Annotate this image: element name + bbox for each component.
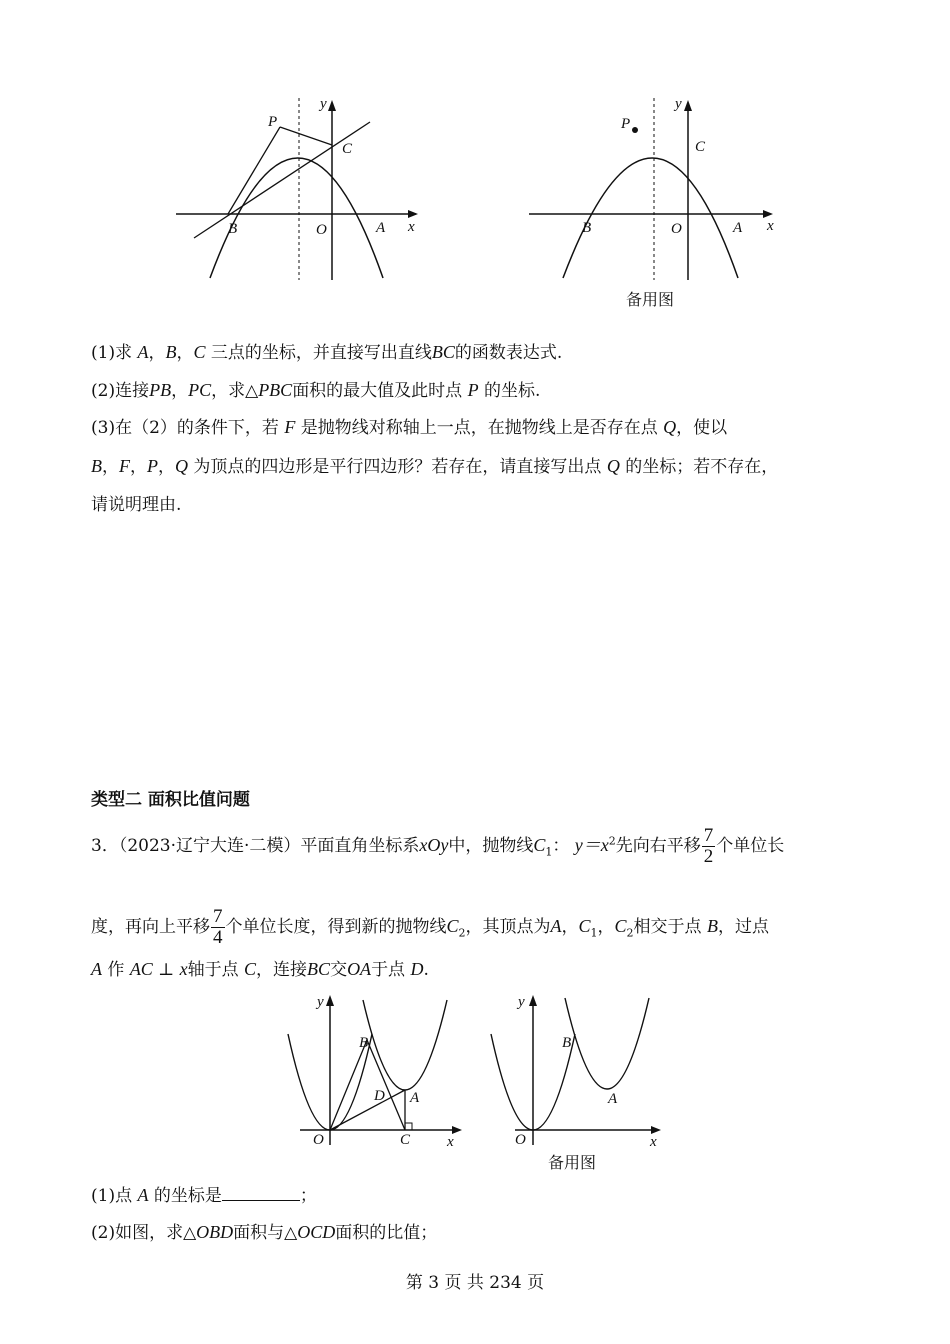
fraction-7-4: $\frac{7}{4}$	[213, 906, 223, 948]
p2-q3-line3: 请说明理由.	[91, 495, 182, 515]
p2-q3-line1: (3)在（2）的条件下，若 F 是抛物线对称轴上一点，在抛物线上是否存在点 Q，使以	[91, 417, 728, 438]
figure-caption-p3: 备用图	[548, 1153, 597, 1172]
figure-p3-right	[485, 990, 675, 1150]
label-P: P	[268, 114, 278, 130]
label-C: C	[695, 139, 706, 155]
label-P: P	[621, 116, 631, 132]
label-O: O	[515, 1132, 526, 1148]
figure-top-left	[170, 90, 430, 290]
p2-q1: (1)求 A，B，C 三点的坐标，并直接写出直线BC的函数表达式.	[91, 342, 563, 363]
p3-q2: (2)如图，求△OBD面积与△OCD面积的比值；	[91, 1222, 438, 1243]
label-y: y	[317, 994, 324, 1010]
label-B: B	[228, 221, 238, 237]
fraction-7-2: $\frac{7}{2}$	[703, 825, 714, 867]
label-D: D	[374, 1088, 385, 1104]
label-A: A	[733, 220, 743, 236]
label-O: O	[313, 1132, 324, 1148]
label-x: x	[408, 219, 415, 235]
label-x: x	[767, 218, 774, 234]
p3-line1: 3．（2023·辽宁大连·二模）平面直角坐标系xOy中，抛物线$C_1$： $y=x^2$先向右平移 $\frac{7}{2}$ 个单位长	[91, 825, 785, 867]
label-C: C	[400, 1132, 411, 1148]
label-x: x	[650, 1134, 657, 1150]
p2-q2: (2)连接PB，PC，求△PBC面积的最大值及此时点 P 的坐标.	[91, 380, 541, 401]
label-A: A	[410, 1090, 420, 1106]
answer-blank[interactable]	[222, 1184, 300, 1201]
p3-line3: A 作 AC ⊥ x轴于点 C，连接BC交OA于点 D.	[91, 959, 429, 980]
label-O: O	[671, 221, 682, 237]
label-y: y	[320, 96, 327, 112]
label-C: C	[342, 141, 353, 157]
label-B: B	[359, 1035, 369, 1051]
label-A: A	[376, 220, 386, 236]
page-footer: 第 3 页 共 234 页	[405, 1273, 545, 1293]
label-O: O	[316, 222, 327, 238]
label-y: y	[518, 994, 525, 1010]
label-B: B	[582, 220, 592, 236]
p3-q1: (1)点 A 的坐标是 ；	[91, 1185, 317, 1206]
p3-line2: 度，再向上平移 $\frac{7}{4}$ 个单位长度，得到新的抛物线$C_2$，其顶点为A，$C_1$，$C_2$相交于点 B，过点	[91, 906, 769, 948]
label-A: A	[608, 1091, 618, 1107]
label-y: y	[675, 96, 682, 112]
figure-p3-left	[280, 990, 470, 1150]
figure-caption-top: 备用图	[626, 290, 675, 309]
section-heading: 类型二 面积比值问题	[91, 790, 250, 810]
figure-top-right	[525, 90, 785, 290]
label-B: B	[562, 1035, 572, 1051]
p2-q3-line2: B，F，P，Q 为顶点的四边形是平行四边形？若存在，请直接写出点 Q 的坐标；若不存在，	[91, 456, 779, 477]
label-x: x	[447, 1134, 454, 1150]
